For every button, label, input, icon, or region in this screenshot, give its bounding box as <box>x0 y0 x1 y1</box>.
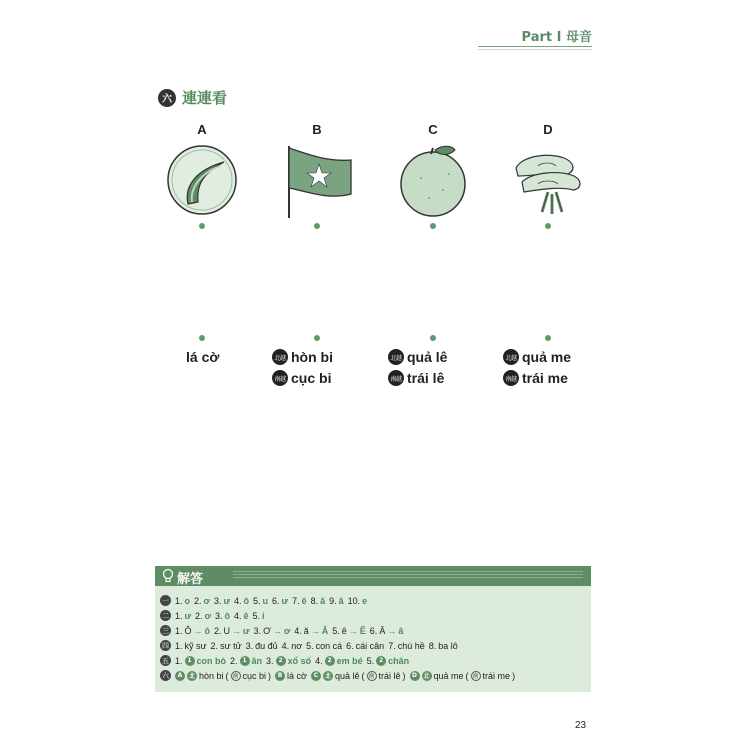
word-line-south <box>503 370 568 386</box>
answer-row-3 <box>160 625 403 636</box>
picture-d <box>503 120 593 240</box>
word-line-north <box>272 349 333 365</box>
answer-item: 2. U → ư <box>214 625 250 636</box>
lightbulb-icon <box>161 568 175 584</box>
picture-letter: C <box>428 122 438 137</box>
answer-item: 2. sư tử <box>210 640 242 651</box>
south-region-badge: 南越 <box>388 370 404 386</box>
answer-row-number: 六 <box>162 671 169 680</box>
answer-item: 5. con cá <box>306 640 343 651</box>
word-text: quả me <box>522 349 572 365</box>
answer-row-number: 二 <box>162 611 169 620</box>
answer-item: 6. Â → â <box>369 625 404 636</box>
match-dot[interactable] <box>430 223 436 229</box>
answer-item: 3. 2 xổ số <box>266 655 312 666</box>
picture-b <box>272 120 362 240</box>
answer-item: 3. ư <box>213 595 230 606</box>
match-dot[interactable] <box>199 223 205 229</box>
answer-row-6 <box>160 670 515 681</box>
south-region-badge: 南越 <box>272 370 288 386</box>
header-rule-secondary <box>478 49 592 50</box>
answer-item: 4. ê <box>233 610 249 621</box>
answer-item: 7. chú hề <box>388 640 425 651</box>
answer-item: 5. ê → Ê <box>332 625 366 636</box>
word-line-south <box>272 370 331 386</box>
match-dot[interactable] <box>314 223 320 229</box>
picture-a <box>157 120 247 240</box>
match-dot[interactable] <box>314 335 320 341</box>
answer-row-number: 五 <box>162 656 169 665</box>
arrow-icon: → <box>310 625 320 636</box>
part-label: Part I 母音 <box>521 30 592 45</box>
answer-item: 5. i <box>252 610 265 621</box>
answer-item: 1. 1 con bò <box>175 655 227 666</box>
answer-item: 1. Ô → ô <box>175 625 211 636</box>
word-line <box>186 349 219 365</box>
north-region-badge: 北越 <box>272 349 288 365</box>
arrow-icon: → <box>193 625 203 636</box>
word-text: trái lê <box>407 370 445 386</box>
pear-icon <box>393 142 473 218</box>
picture-letter: A <box>197 122 207 137</box>
section-title <box>158 87 227 108</box>
flag-icon <box>277 142 357 218</box>
answer-item: 7. ê <box>292 595 307 606</box>
match-dot[interactable] <box>430 335 436 341</box>
word-text: quả lê <box>407 349 448 365</box>
answer-box <box>155 566 591 692</box>
answer-item: 4. ô <box>233 595 249 606</box>
picture-c <box>388 120 478 240</box>
match-dot[interactable] <box>545 223 551 229</box>
answer-row-2 <box>160 610 265 621</box>
answer-item: 1. kỹ sư <box>175 640 207 651</box>
answer-row-4 <box>160 640 458 651</box>
answer-item: 4. ă → Ă <box>294 625 329 636</box>
word-line-north <box>503 349 571 365</box>
header-rule <box>478 46 592 47</box>
answer-item: 10. e <box>347 595 368 606</box>
answer-title: 解答 <box>177 572 204 587</box>
word-text: lá cờ <box>186 349 220 365</box>
answer-item: 4. 2 em bé <box>315 655 363 666</box>
answer-item: 2. ơ <box>194 595 210 606</box>
answer-item: A 北 hòn bi ( 南 cục bi ) <box>175 671 271 681</box>
answer-header <box>155 566 591 586</box>
answer-item: 3. Ơ → ơ <box>253 625 291 636</box>
picture-letter: D <box>543 122 553 137</box>
answer-item: 2. ơ <box>195 610 211 621</box>
answer-item: 2. 1 ăn <box>230 655 263 666</box>
answer-item: 4. nơ <box>281 640 303 651</box>
answer-item: 8. ă <box>310 595 326 606</box>
arrow-icon: → <box>232 625 242 636</box>
answer-item: 5. 2 chân <box>366 655 410 666</box>
answer-row-number: 一 <box>162 596 169 605</box>
answer-item: 1. ư <box>175 610 192 621</box>
section-number-badge: 六 <box>158 89 176 107</box>
answer-item: 3. đu đủ <box>245 640 278 651</box>
answer-item: 3. ô <box>214 610 230 621</box>
answer-item: B lá cờ <box>275 671 307 681</box>
marble-icon <box>162 142 242 218</box>
north-region-badge: 北越 <box>388 349 404 365</box>
word-line-north <box>388 349 447 365</box>
word-line-south <box>388 370 444 386</box>
picture-letter: B <box>312 122 322 137</box>
answer-row-number: 四 <box>162 641 169 650</box>
section-heading: 連連看 <box>182 89 228 107</box>
header-decoration-lines <box>233 571 583 581</box>
match-dot[interactable] <box>545 335 551 341</box>
answer-item: 5. u <box>253 595 269 606</box>
answer-item: 8. ba lô <box>428 640 458 651</box>
answer-item: D 北 quả me ( 南 trái me ) <box>410 671 516 681</box>
answer-row-number: 三 <box>162 626 169 635</box>
answer-item: C 北 quả lê ( 南 trái lê ) <box>311 671 406 681</box>
match-dot[interactable] <box>199 335 205 341</box>
arrow-icon: → <box>387 625 397 636</box>
part-header <box>478 26 592 46</box>
answer-item: 6. ư <box>272 595 289 606</box>
south-region-badge: 南越 <box>503 370 519 386</box>
word-text: hòn bi <box>291 349 333 365</box>
tamarind-icon <box>508 142 588 218</box>
page-number: 23 <box>575 720 587 731</box>
answer-row-1 <box>160 595 367 606</box>
answer-item: 6. cái cân <box>346 640 385 651</box>
arrow-icon: → <box>272 625 282 636</box>
answer-row-5 <box>160 655 409 666</box>
answer-item: 1. o <box>175 595 191 606</box>
arrow-icon: → <box>348 625 358 636</box>
word-text: cục bi <box>291 370 332 386</box>
north-region-badge: 北越 <box>503 349 519 365</box>
answer-item: 9. â <box>329 595 344 606</box>
word-text: trái me <box>522 370 568 386</box>
